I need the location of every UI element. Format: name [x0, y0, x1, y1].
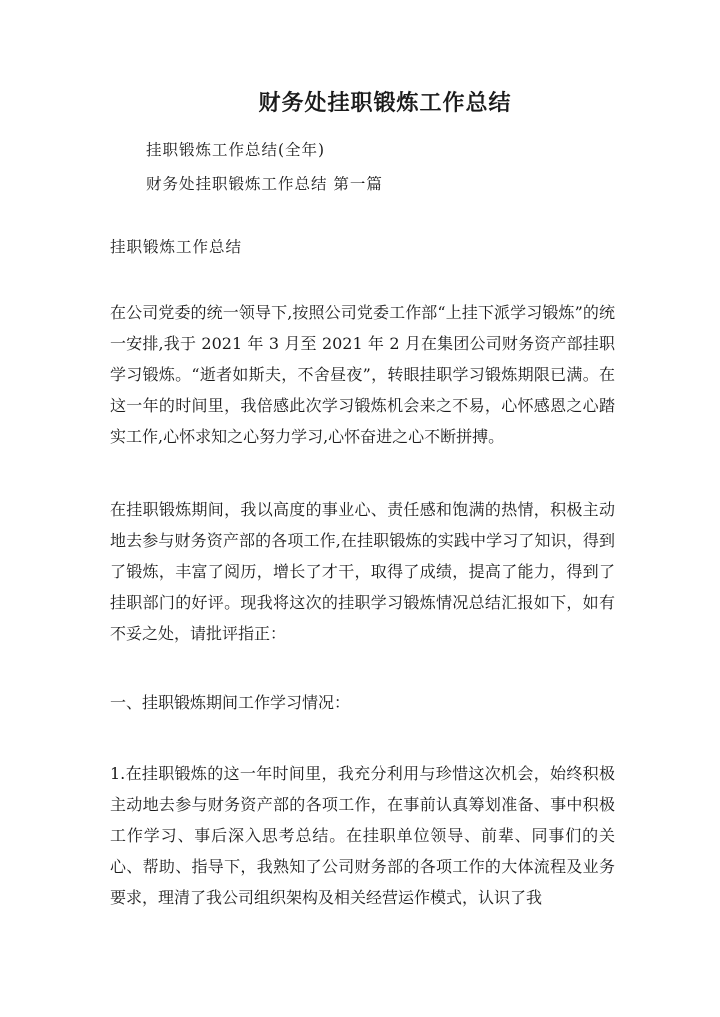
document-subtitle: 挂职锻炼工作总结(全年): [146, 141, 326, 159]
section-heading-summary: 挂职锻炼工作总结: [110, 238, 243, 256]
paragraph-item-1: 1.在挂职锻炼的这一年时间里，我充分利用与珍惜这次机会，始终积极主动地去参与财务资产部的各项工作，在事前认真筹划准备、事中积极工作学习、事后深入思考总结。在挂职单位领导、前辈、同事们的关心、帮助、指导下，我熟知了公司财务部的各项工作的大体流程及业务要求，理清了我公司组织架构及相关经营运作模式，认识了我: [110, 764, 615, 907]
paragraph-intro: 在公司党委的统一领导下,按照公司党委工作部“上挂下派学习锻炼”的统一安排,我于 2021 年 3 月至 2021 年 2 月在集团公司财务资产部挂职学习锻炼。“逝者如斯夫，不舍昼夜”，转眼挂职学习锻炼期限已满。在这一年的时间里，我倍感此次学习锻炼机会来之不易，心怀感恩之心踏实工作,心怀求知之心努力学习,心怀奋进之心不断拼搏。: [110, 303, 615, 446]
paragraph-period: 在挂职锻炼期间，我以高度的事业心、责任感和饱满的热情，积极主动地去参与财务资产部的各项工作,在挂职锻炼的实践中学习了知识，得到了锻炼，丰富了阅历，增长了才干，取得了成绩，提高了能力，得到了挂职部门的好评。现我将这次的挂职学习锻炼情况总结汇报如下，如有不妥之处，请批评指正：: [110, 500, 615, 643]
section-heading-work-study: 一、挂职锻炼期间工作学习情况：: [110, 693, 351, 712]
document-subtitle-chapter: 财务处挂职锻炼工作总结 第一篇: [146, 175, 383, 193]
document-title: 财务处挂职锻炼工作总结: [258, 90, 512, 116]
